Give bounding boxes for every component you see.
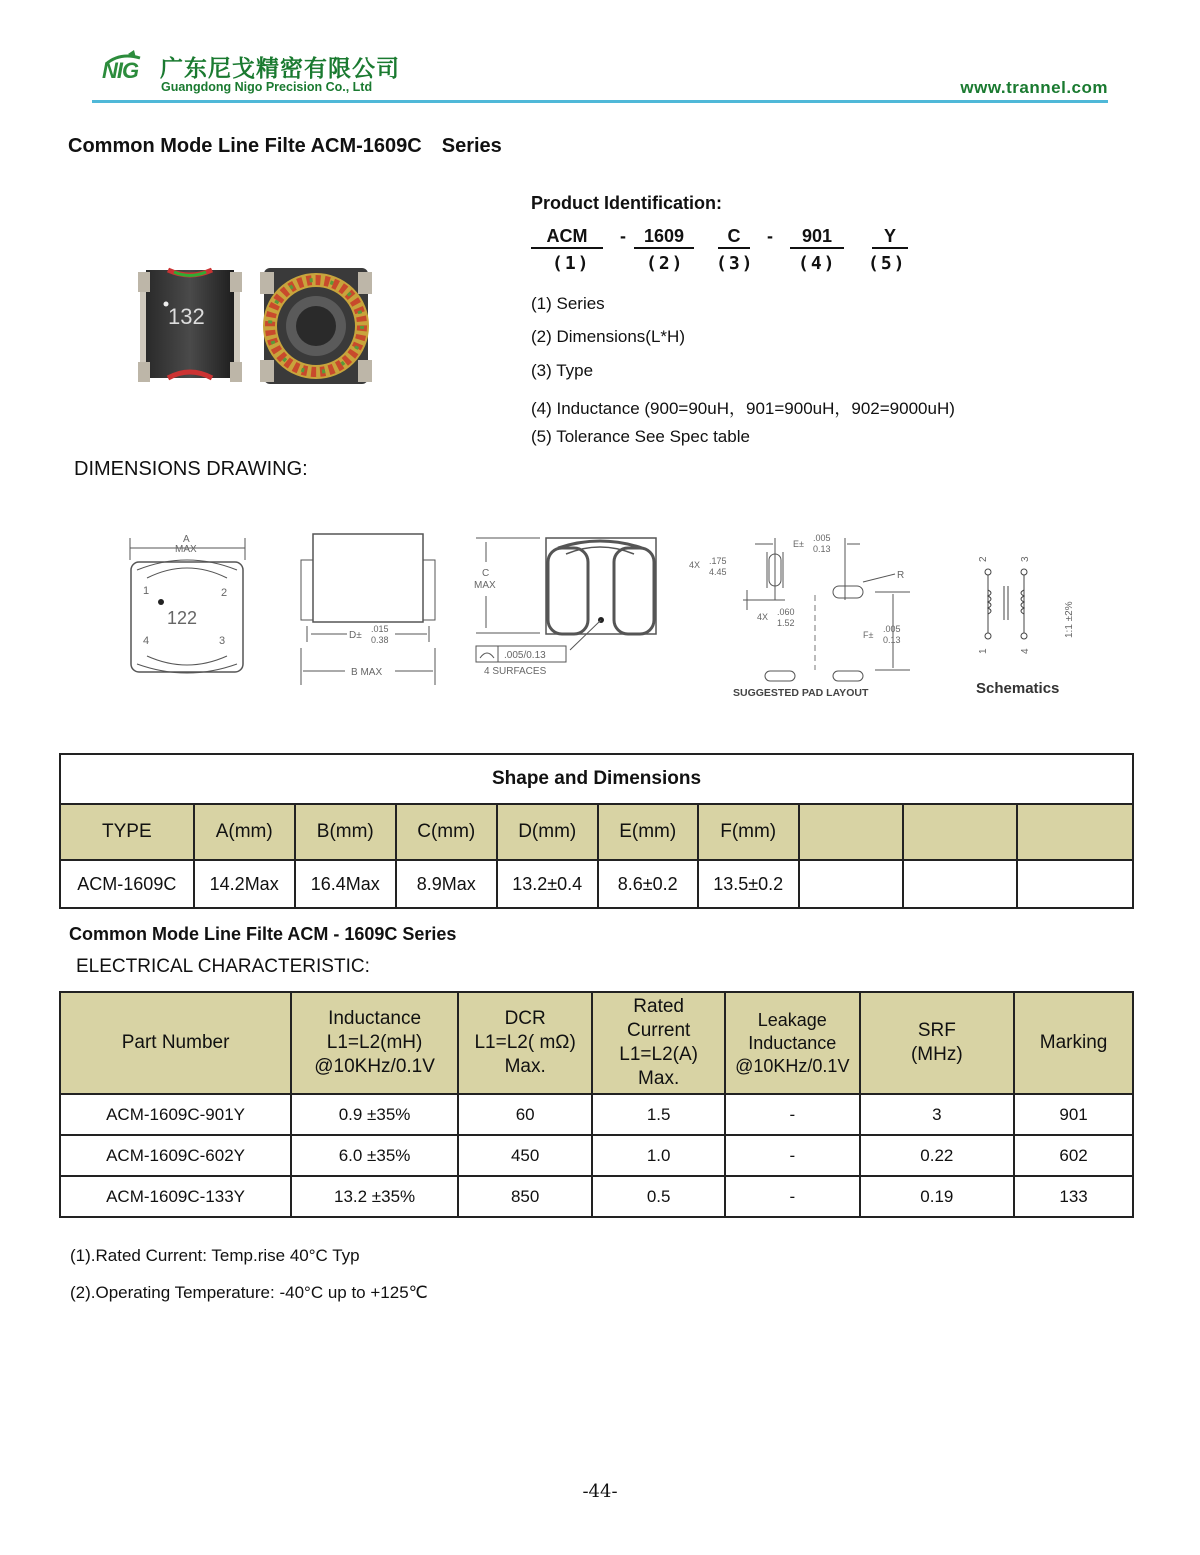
electrical-subtitle: ELECTRICAL CHARACTERISTIC:	[76, 956, 370, 977]
schematic-pin: 2	[978, 556, 989, 562]
column-header-srf	[860, 992, 1015, 1094]
header-line: (MHz)	[910, 1044, 963, 1065]
table-cell: 0.22	[860, 1135, 1015, 1176]
column-header	[1017, 804, 1133, 860]
company-name-en: Guangdong Nigo Precision Co., Ltd	[161, 80, 373, 94]
dim-f-tol: .005	[883, 624, 901, 634]
pid-list-item: (1) Series	[531, 294, 605, 313]
table-cell: ACM-1609C	[60, 860, 194, 908]
pid-list-item: (3) Type	[531, 361, 594, 380]
table-cell: 60	[458, 1094, 592, 1135]
pid-number: (5)	[868, 253, 907, 274]
table-cell: 0.9 ±35%	[291, 1094, 458, 1135]
note-operating-temperature: (2).Operating Temperature: -40°C up to +125℃	[70, 1283, 428, 1302]
pitch-prefix: 4X	[689, 560, 701, 570]
schematic-pin: 3	[1020, 556, 1031, 562]
header-line: L1=L2( mΩ)	[474, 1032, 576, 1053]
column-header: C(mm)	[396, 804, 497, 860]
pin-label: 2	[221, 587, 228, 599]
column-header: D(mm)	[497, 804, 598, 860]
dim-f-label: F±	[863, 630, 874, 640]
header-line: Inductance	[328, 1008, 422, 1029]
header-line: L1=L2(A)	[619, 1044, 698, 1065]
table-cell: 1.5	[592, 1094, 725, 1135]
product-id-heading: Product Identification:	[531, 193, 722, 213]
header-line: @10KHz/0.1V	[735, 1055, 850, 1076]
electrical-title: Common Mode Line Filte ACM - 1609C Series	[69, 924, 457, 944]
dim-a-max: MAX	[175, 544, 197, 555]
dim-f-tol-mm: 0.13	[883, 635, 901, 645]
shape-dimensions-table	[59, 753, 1134, 909]
pin-label: 1	[143, 585, 150, 597]
table-row	[60, 1176, 1133, 1217]
table-header-row	[60, 804, 1133, 860]
table-cell: 901	[1014, 1094, 1133, 1135]
table-row	[60, 1135, 1133, 1176]
logo-text: NIG	[102, 58, 139, 83]
column-header-dcr	[458, 992, 592, 1094]
pid-list-item: (5) Tolerance See Spec table	[531, 427, 750, 446]
dim-c-label: C	[482, 568, 490, 579]
side-view-drawing	[295, 530, 440, 690]
dim-c-max: MAX	[474, 580, 496, 591]
drawing-marking: 122	[167, 608, 198, 628]
table-caption: Shape and Dimensions	[60, 754, 1133, 804]
table-cell: 0.5	[592, 1176, 725, 1217]
dim-e-tol: .005	[813, 533, 831, 543]
table-cell: -	[725, 1135, 860, 1176]
table-cell: 3	[860, 1094, 1015, 1135]
table-cell: ACM-1609C-133Y	[60, 1176, 291, 1217]
header-line: @10KHz/0.1V	[314, 1056, 435, 1077]
table-cell: 13.2±0.4	[497, 860, 598, 908]
pid-dash: -	[767, 226, 773, 246]
note-rated-current: (1).Rated Current: Temp.rise 40°C Typ	[70, 1246, 360, 1265]
column-header: B(mm)	[295, 804, 396, 860]
page-number: -44-	[582, 1481, 618, 1502]
pitch-in: .175	[709, 556, 727, 566]
pad-layout-title: SUGGESTED PAD LAYOUT	[733, 687, 869, 699]
pitch-mm: 4.45	[709, 567, 727, 577]
electrical-table	[59, 991, 1134, 1218]
table-cell: 450	[458, 1135, 592, 1176]
pid-list-item: (2) Dimensions(L*H)	[531, 327, 685, 346]
header-divider	[92, 100, 1108, 103]
pid-code-series: ACM	[531, 226, 603, 249]
dim-e-tol-mm: 0.13	[813, 544, 831, 554]
table-cell: 8.9Max	[396, 860, 497, 908]
page-title	[68, 135, 502, 158]
header-line: L1=L2(mH)	[326, 1032, 423, 1053]
dim-a-label: A	[183, 534, 190, 545]
page-title-suffix: Series	[441, 135, 502, 157]
table-header-row	[60, 992, 1133, 1094]
table-row	[60, 860, 1133, 908]
header-line: Inductance	[748, 1032, 837, 1053]
pad-layout-drawing	[685, 530, 915, 705]
pid-number: (3)	[716, 253, 755, 274]
column-header: A(mm)	[194, 804, 295, 860]
pin-label: 3	[219, 635, 226, 647]
product-photo	[138, 266, 374, 388]
column-header-part: Part Number	[60, 992, 291, 1094]
schematic-ratio: 1:1 ±2%	[1064, 601, 1075, 638]
table-cell	[1017, 860, 1133, 908]
pid-number: (4)	[798, 253, 837, 274]
page-title-main: Common Mode Line Filte ACM-1609C	[68, 135, 422, 157]
schematic-pin: 1	[978, 648, 989, 654]
dim-d-label: D±	[349, 630, 362, 641]
column-header-inductance	[291, 992, 458, 1094]
column-header	[903, 804, 1018, 860]
pid-code-tolerance: Y	[872, 226, 908, 249]
table-cell: 602	[1014, 1135, 1133, 1176]
pid-code-dimensions: 1609	[634, 226, 694, 249]
column-header: TYPE	[60, 804, 194, 860]
header-line: Max.	[504, 1056, 546, 1077]
table-cell	[799, 860, 903, 908]
dim-e-label: E±	[793, 539, 804, 549]
table-cell: -	[725, 1176, 860, 1217]
table-cell: 14.2Max	[194, 860, 295, 908]
table-cell: 6.0 ±35%	[291, 1135, 458, 1176]
table-cell: 133	[1014, 1176, 1133, 1217]
pid-list-item: (4) Inductance (900=90uH，901=900uH，902=9000uH)	[531, 399, 955, 418]
header-line: Max.	[638, 1068, 680, 1089]
width-prefix: 4X	[757, 612, 769, 622]
dim-d-tol: .015	[371, 624, 389, 634]
flatness-value: .005/0.13	[504, 650, 546, 661]
pid-dash: -	[620, 226, 626, 246]
table-row	[60, 1094, 1133, 1135]
table-cell: 0.19	[860, 1176, 1015, 1217]
pid-code-inductance: 901	[790, 226, 844, 249]
dim-b-label: B MAX	[351, 667, 383, 678]
header-line: SRF	[917, 1020, 956, 1041]
header-line: DCR	[504, 1008, 546, 1029]
pid-number: (2)	[646, 253, 685, 274]
company-name-cn: 广东尼戈精密有限公司	[160, 56, 400, 82]
flatness-surfaces: 4 SURFACES	[484, 666, 547, 677]
table-cell: 13.2 ±35%	[291, 1176, 458, 1217]
website-link[interactable]: www.trannel.com	[960, 78, 1108, 97]
pid-code-type: C	[718, 226, 750, 249]
table-cell: 850	[458, 1176, 592, 1217]
dim-d-tol-mm: 0.38	[371, 635, 389, 645]
column-header-marking: Marking	[1014, 992, 1133, 1094]
top-view-drawing	[125, 530, 250, 690]
column-header: F(mm)	[698, 804, 799, 860]
schematic-title: Schematics	[976, 680, 1060, 697]
table-cell	[903, 860, 1018, 908]
table-cell: 13.5±0.2	[698, 860, 799, 908]
pid-number: (1)	[552, 253, 591, 274]
width-mm: 1.52	[777, 618, 795, 628]
front-view-drawing	[470, 530, 665, 685]
schematic-drawing	[968, 540, 1078, 705]
table-cell: -	[725, 1094, 860, 1135]
dimensions-heading: DIMENSIONS DRAWING:	[74, 458, 308, 480]
table-cell: ACM-1609C-901Y	[60, 1094, 291, 1135]
header-line: Leakage	[757, 1009, 827, 1030]
radius-label: R	[897, 570, 905, 581]
header-line: Rated	[633, 996, 684, 1017]
table-cell: 8.6±0.2	[598, 860, 698, 908]
column-header	[799, 804, 903, 860]
photo-marking: 132	[168, 304, 205, 329]
column-header: E(mm)	[598, 804, 698, 860]
table-cell: 16.4Max	[295, 860, 396, 908]
header-line: Current	[626, 1020, 691, 1041]
schematic-pin: 4	[1020, 648, 1031, 654]
table-cell: 1.0	[592, 1135, 725, 1176]
table-cell: ACM-1609C-602Y	[60, 1135, 291, 1176]
width-in: .060	[777, 607, 795, 617]
column-header-leakage	[725, 992, 860, 1094]
pin-label: 4	[143, 635, 150, 647]
column-header-current	[592, 992, 725, 1094]
